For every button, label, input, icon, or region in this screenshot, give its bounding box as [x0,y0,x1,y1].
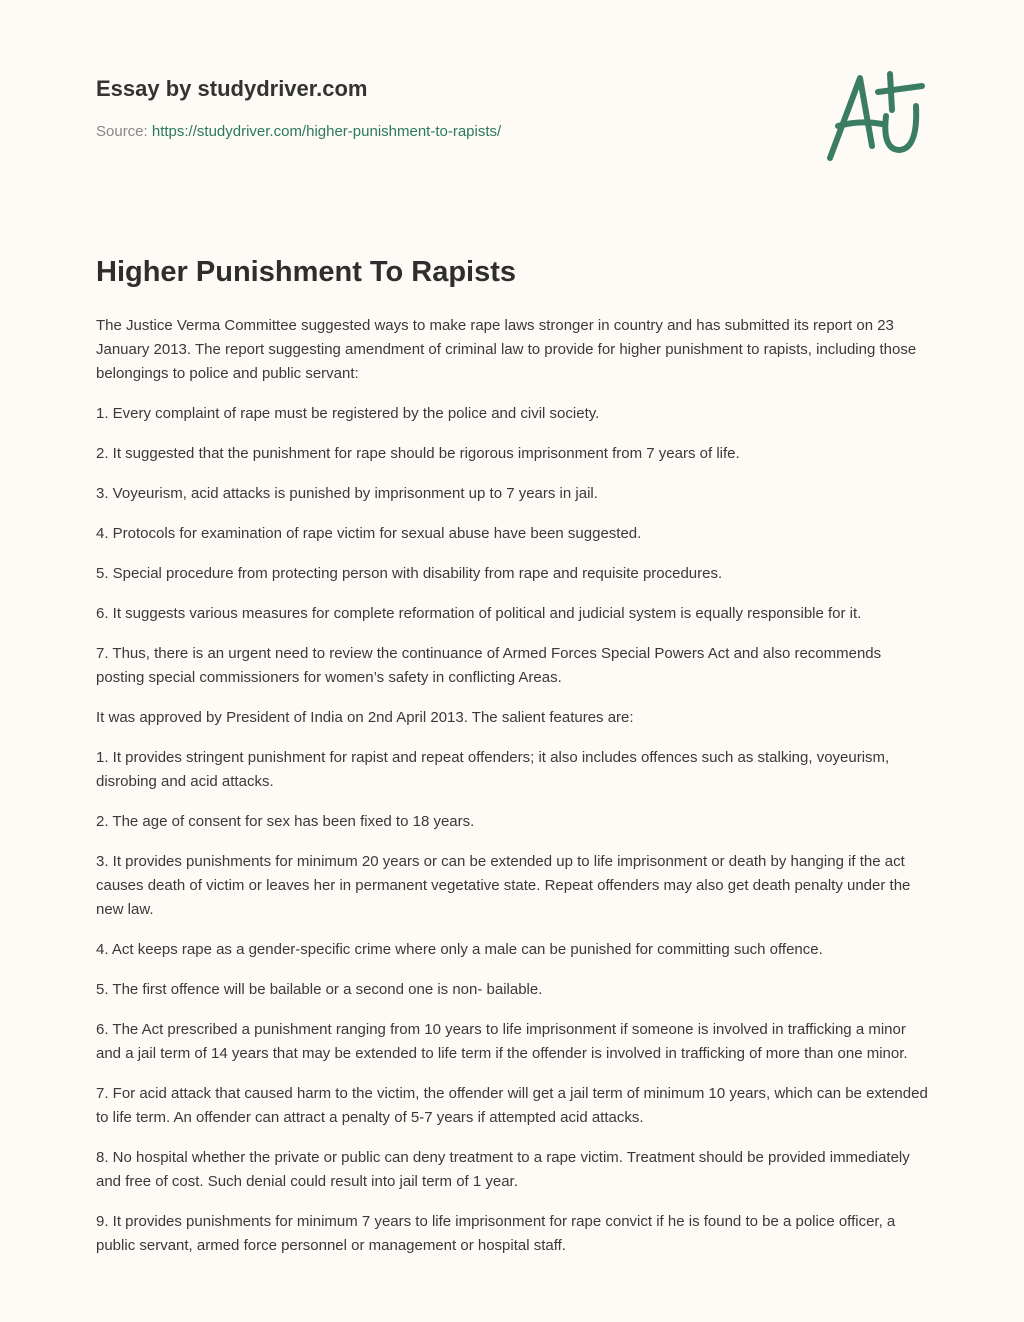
essay-title: Higher Punishment To Rapists [96,256,517,288]
essay-body [96,314,932,1274]
paragraph: 8. No hospital whether the private or public can deny treatment to a rape victim. Treatment should be provided immediately and free of cost. Such denial could result into jail term of 1 year. [96,1149,910,1190]
source-line [96,123,501,140]
paragraph: 5. The first offence will be bailable or a second one is non- bailable. [96,981,543,998]
site-title: Essay by studydriver.com [96,76,368,101]
a-plus-logo [820,66,930,166]
source-label: Source: [96,123,148,140]
paragraph: The Justice Verma Committee suggested ways to make rape laws stronger in country and has submitted its report on 23 January 2013. The report suggesting amendment of criminal law to provide for higher punishment to rapists, including those belongings to police and public servant: [96,317,917,382]
paragraph: 5. Special procedure from protecting person with disability from rape and requisite procedures. [96,565,723,582]
paragraph: 9. It provides punishments for minimum 7 years to life imprisonment for rape convict if he is found to be a police officer, a public servant, armed force personnel or management or hospital staff. [96,1213,896,1254]
paragraph: 2. The age of consent for sex has been fixed to 18 years. [96,813,475,830]
paragraph: 3. It provides punishments for minimum 20 years or can be extended up to life imprisonment or death by hanging if the act causes death of victim or leaves her in permanent vegetative state. Repeat offenders may also get death penalty under the new law. [96,853,911,918]
paragraph: 7. Thus, there is an urgent need to review the continuance of Armed Forces Special Powers Act and also recommends posting special commissioners for women’s safety in conflicting Areas. [96,645,882,686]
paragraph: 1. Every complaint of rape must be registered by the police and civil society. [96,405,600,422]
paragraph: 1. It provides stringent punishment for rapist and repeat offenders; it also includes offences such as stalking, voyeurism, disrobing and acid attacks. [96,749,890,790]
paragraph: 2. It suggested that the punishment for rape should be rigorous imprisonment from 7 years of life. [96,445,740,462]
paragraph: 6. It suggests various measures for complete reformation of political and judicial system is equally responsible for it. [96,605,862,622]
paragraph: 6. The Act prescribed a punishment ranging from 10 years to life imprisonment if someone is involved in trafficking a minor and a jail term of 14 years that may be extended to life term if the offender is involved in trafficking of more than one minor. [96,1021,908,1062]
paragraph: It was approved by President of India on 2nd April 2013. The salient features are: [96,709,634,726]
paragraph: 3. Voyeurism, acid attacks is punished by imprisonment up to 7 years in jail. [96,485,598,502]
paragraph: 4. Act keeps rape as a gender-specific crime where only a male can be punished for committing such offence. [96,941,823,958]
paragraph: 7. For acid attack that caused harm to the victim, the offender will get a jail term of minimum 10 years, which can be extended to life term. An offender can attract a penalty of 5-7 years if attempted acid attacks. [96,1085,928,1126]
paragraph: 4. Protocols for examination of rape victim for sexual abuse have been suggested. [96,525,642,542]
source-link[interactable]: https://studydriver.com/higher-punishment-to-rapists/ [151,123,502,140]
